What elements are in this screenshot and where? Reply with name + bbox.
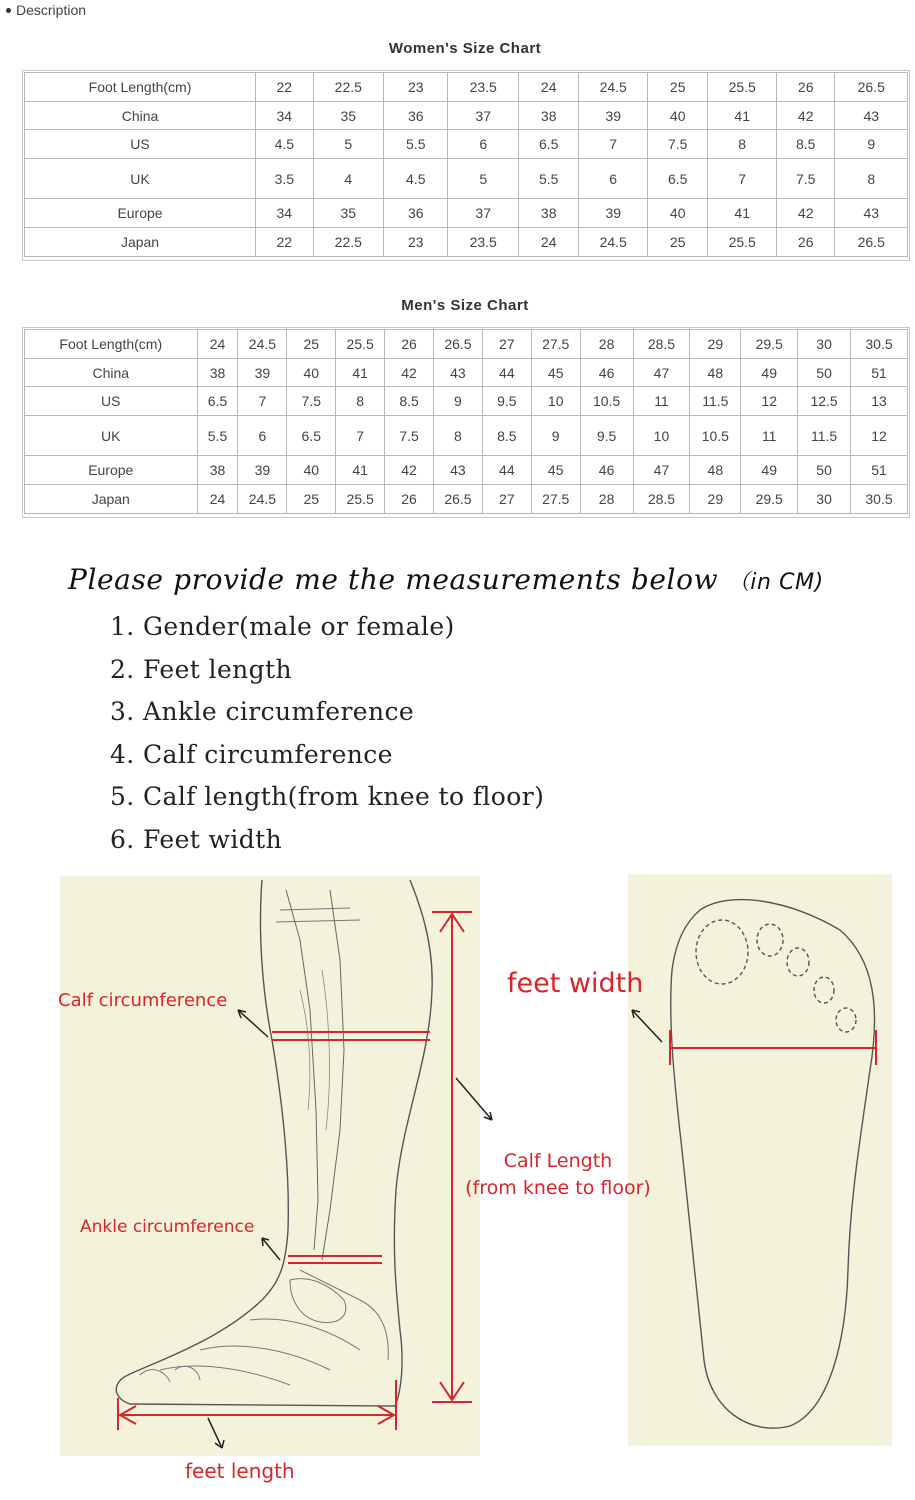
size-cell: 27	[482, 485, 531, 514]
size-row	[25, 199, 908, 228]
size-cell: 7	[708, 159, 777, 199]
size-cell: 26	[776, 73, 835, 102]
measurement-item: 3. Ankle circumference	[110, 697, 415, 726]
size-cell: 36	[384, 199, 448, 228]
size-cell: 22	[256, 73, 314, 102]
size-cell: 43	[835, 199, 908, 228]
size-cell: 29	[690, 485, 741, 514]
leg-paper	[60, 876, 480, 1456]
size-cell: 25.5	[336, 330, 385, 359]
size-cell: 6.5	[647, 159, 708, 199]
size-cell: 47	[633, 456, 690, 485]
size-cell: 22	[256, 228, 314, 257]
size-cell: 5.5	[518, 159, 579, 199]
size-row	[25, 485, 908, 514]
size-cell: 47	[633, 359, 690, 387]
size-cell: 9.5	[482, 387, 531, 416]
size-cell: 26	[776, 228, 835, 257]
size-cell: 12	[851, 416, 908, 456]
size-row	[25, 416, 908, 456]
size-cell: 8	[835, 159, 908, 199]
size-cell: 26.5	[433, 330, 482, 359]
size-cell: 48	[690, 456, 741, 485]
size-cell: 22.5	[313, 73, 383, 102]
measurement-item: 1. Gender(male or female)	[110, 612, 455, 641]
measurement-item: 6. Feet width	[110, 824, 283, 854]
size-cell: 10.5	[580, 387, 633, 416]
size-cell: 11	[633, 387, 690, 416]
size-cell: 26.5	[433, 485, 482, 514]
size-cell: 9	[835, 130, 908, 159]
size-cell: 23	[384, 228, 448, 257]
size-cell: 7	[336, 416, 385, 456]
size-cell: 40	[647, 199, 708, 228]
size-cell: 6.5	[287, 416, 336, 456]
size-cell: 22.5	[313, 228, 383, 257]
measurement-item: 2. Feet length	[110, 654, 293, 684]
size-cell: 30.5	[851, 330, 908, 359]
size-cell: 8.5	[776, 130, 835, 159]
size-cell: 6	[579, 159, 648, 199]
size-cell: 25.5	[336, 485, 385, 514]
size-cell: 38	[197, 456, 238, 485]
size-cell: 12.5	[798, 387, 851, 416]
size-cell: 43	[433, 359, 482, 387]
size-cell: 7.5	[385, 416, 434, 456]
calf-circumference-label: Calf circumference	[58, 990, 228, 1011]
size-row	[25, 159, 908, 199]
size-cell: 26.5	[835, 73, 908, 102]
size-row	[25, 73, 908, 102]
row-label: Foot Length(cm)	[25, 73, 256, 102]
size-cell: 8	[433, 416, 482, 456]
size-cell: 6	[448, 130, 518, 159]
size-cell: 49	[741, 359, 798, 387]
measurement-unit: （in CM)	[727, 570, 824, 595]
size-cell: 7	[238, 387, 287, 416]
size-cell: 26	[385, 485, 434, 514]
size-cell: 46	[580, 456, 633, 485]
size-cell: 25.5	[708, 73, 777, 102]
size-cell: 25	[287, 330, 336, 359]
feet-length-label: feet length	[185, 1459, 295, 1483]
size-cell: 49	[741, 456, 798, 485]
size-cell: 11.5	[690, 387, 741, 416]
size-cell: 27	[482, 330, 531, 359]
size-cell: 39	[238, 456, 287, 485]
size-cell: 6	[238, 416, 287, 456]
size-cell: 42	[385, 359, 434, 387]
size-cell: 29.5	[741, 485, 798, 514]
size-cell: 25.5	[708, 228, 777, 257]
size-cell: 8.5	[482, 416, 531, 456]
size-cell: 41	[708, 102, 777, 130]
size-cell: 43	[835, 102, 908, 130]
size-cell: 38	[518, 199, 579, 228]
size-cell: 30	[798, 330, 851, 359]
size-cell: 35	[313, 102, 383, 130]
size-cell: 37	[448, 102, 518, 130]
size-cell: 29	[690, 330, 741, 359]
size-cell: 28	[580, 485, 633, 514]
size-cell: 42	[776, 199, 835, 228]
size-cell: 9	[531, 416, 580, 456]
row-label: US	[25, 387, 198, 416]
row-label: Japan	[25, 485, 198, 514]
description-header	[6, 2, 86, 18]
measurement-list	[110, 606, 544, 861]
size-cell: 39	[238, 359, 287, 387]
row-label: Europe	[25, 456, 198, 485]
size-cell: 37	[448, 199, 518, 228]
size-cell: 23	[384, 73, 448, 102]
row-label: UK	[25, 159, 256, 199]
size-cell: 5.5	[197, 416, 238, 456]
men-size-table	[24, 329, 908, 514]
size-cell: 11.5	[798, 416, 851, 456]
size-cell: 7.5	[287, 387, 336, 416]
size-cell: 25	[647, 228, 708, 257]
size-row	[25, 130, 908, 159]
size-cell: 28	[580, 330, 633, 359]
size-cell: 40	[287, 456, 336, 485]
size-cell: 27.5	[531, 485, 580, 514]
size-cell: 8	[336, 387, 385, 416]
size-cell: 25	[647, 73, 708, 102]
size-cell: 24.5	[238, 485, 287, 514]
size-cell: 45	[531, 359, 580, 387]
size-cell: 27.5	[531, 330, 580, 359]
size-cell: 6.5	[518, 130, 579, 159]
size-cell: 44	[482, 359, 531, 387]
size-cell: 23.5	[448, 228, 518, 257]
size-cell: 30	[798, 485, 851, 514]
size-row	[25, 330, 908, 359]
calf-length-label-line1: Calf Length	[503, 1150, 613, 1172]
size-cell: 51	[851, 456, 908, 485]
size-cell: 6.5	[197, 387, 238, 416]
size-cell: 7.5	[776, 159, 835, 199]
size-cell: 40	[287, 359, 336, 387]
row-label: Europe	[25, 199, 256, 228]
size-cell: 4.5	[384, 159, 448, 199]
men-chart-title: Men's Size Chart	[401, 297, 529, 314]
size-cell: 28.5	[633, 330, 690, 359]
size-cell: 48	[690, 359, 741, 387]
size-cell: 44	[482, 456, 531, 485]
size-cell: 4	[313, 159, 383, 199]
row-label: UK	[25, 416, 198, 456]
size-cell: 34	[256, 102, 314, 130]
size-cell: 5	[313, 130, 383, 159]
size-cell: 42	[385, 456, 434, 485]
size-cell: 29.5	[741, 330, 798, 359]
size-cell: 4.5	[256, 130, 314, 159]
size-cell: 26.5	[835, 228, 908, 257]
feet-width-label: feet width	[507, 968, 644, 999]
bullet-icon	[6, 8, 11, 13]
size-cell: 13	[851, 387, 908, 416]
size-cell: 24.5	[238, 330, 287, 359]
ankle-circumference-label: Ankle circumference	[80, 1217, 255, 1237]
row-label: US	[25, 130, 256, 159]
size-cell: 8	[708, 130, 777, 159]
size-cell: 24	[518, 228, 579, 257]
size-cell: 41	[336, 456, 385, 485]
size-cell: 23.5	[448, 73, 518, 102]
description-label: Description	[16, 2, 87, 18]
measurement-item: 5. Calf length(from knee to floor)	[110, 782, 545, 811]
size-cell: 24.5	[579, 73, 648, 102]
row-label: China	[25, 102, 256, 130]
size-cell: 24	[197, 485, 238, 514]
size-row	[25, 102, 908, 130]
measurement-item: 4. Calf circumference	[110, 739, 393, 769]
size-cell: 8.5	[385, 387, 434, 416]
size-cell: 36	[384, 102, 448, 130]
size-cell: 39	[579, 102, 648, 130]
size-cell: 10	[633, 416, 690, 456]
size-cell: 35	[313, 199, 383, 228]
size-cell: 46	[580, 359, 633, 387]
measurement-heading	[68, 563, 824, 596]
size-cell: 10.5	[690, 416, 741, 456]
size-cell: 3.5	[256, 159, 314, 199]
row-label: Japan	[25, 228, 256, 257]
size-cell: 50	[798, 456, 851, 485]
size-row	[25, 387, 908, 416]
size-cell: 42	[776, 102, 835, 130]
size-cell: 28.5	[633, 485, 690, 514]
size-cell: 24	[197, 330, 238, 359]
size-cell: 5.5	[384, 130, 448, 159]
size-cell: 45	[531, 456, 580, 485]
size-cell: 26	[385, 330, 434, 359]
calf-length-label-line2: (from knee to floor)	[465, 1177, 651, 1199]
size-cell: 51	[851, 359, 908, 387]
size-cell: 9	[433, 387, 482, 416]
measurement-heading-text: Please provide me the measurements below	[68, 563, 719, 596]
foot-paper	[628, 874, 892, 1446]
size-row	[25, 456, 908, 485]
size-row	[25, 228, 908, 257]
size-cell: 7.5	[647, 130, 708, 159]
size-cell: 38	[197, 359, 238, 387]
size-cell: 34	[256, 199, 314, 228]
women-size-table	[24, 72, 908, 257]
size-cell: 41	[708, 199, 777, 228]
women-chart-title: Women's Size Chart	[388, 40, 542, 57]
size-cell: 30.5	[851, 485, 908, 514]
size-cell: 11	[741, 416, 798, 456]
size-cell: 10	[531, 387, 580, 416]
size-cell: 7	[579, 130, 648, 159]
row-label: Foot Length(cm)	[25, 330, 198, 359]
size-cell: 12	[741, 387, 798, 416]
measurement-diagram	[0, 870, 915, 1500]
size-cell: 24	[518, 73, 579, 102]
size-cell: 50	[798, 359, 851, 387]
size-cell: 39	[579, 199, 648, 228]
size-cell: 40	[647, 102, 708, 130]
size-cell: 38	[518, 102, 579, 130]
size-cell: 25	[287, 485, 336, 514]
size-cell: 9.5	[580, 416, 633, 456]
row-label: China	[25, 359, 198, 387]
size-cell: 24.5	[579, 228, 648, 257]
size-cell: 43	[433, 456, 482, 485]
size-cell: 5	[448, 159, 518, 199]
size-cell: 41	[336, 359, 385, 387]
size-row	[25, 359, 908, 387]
